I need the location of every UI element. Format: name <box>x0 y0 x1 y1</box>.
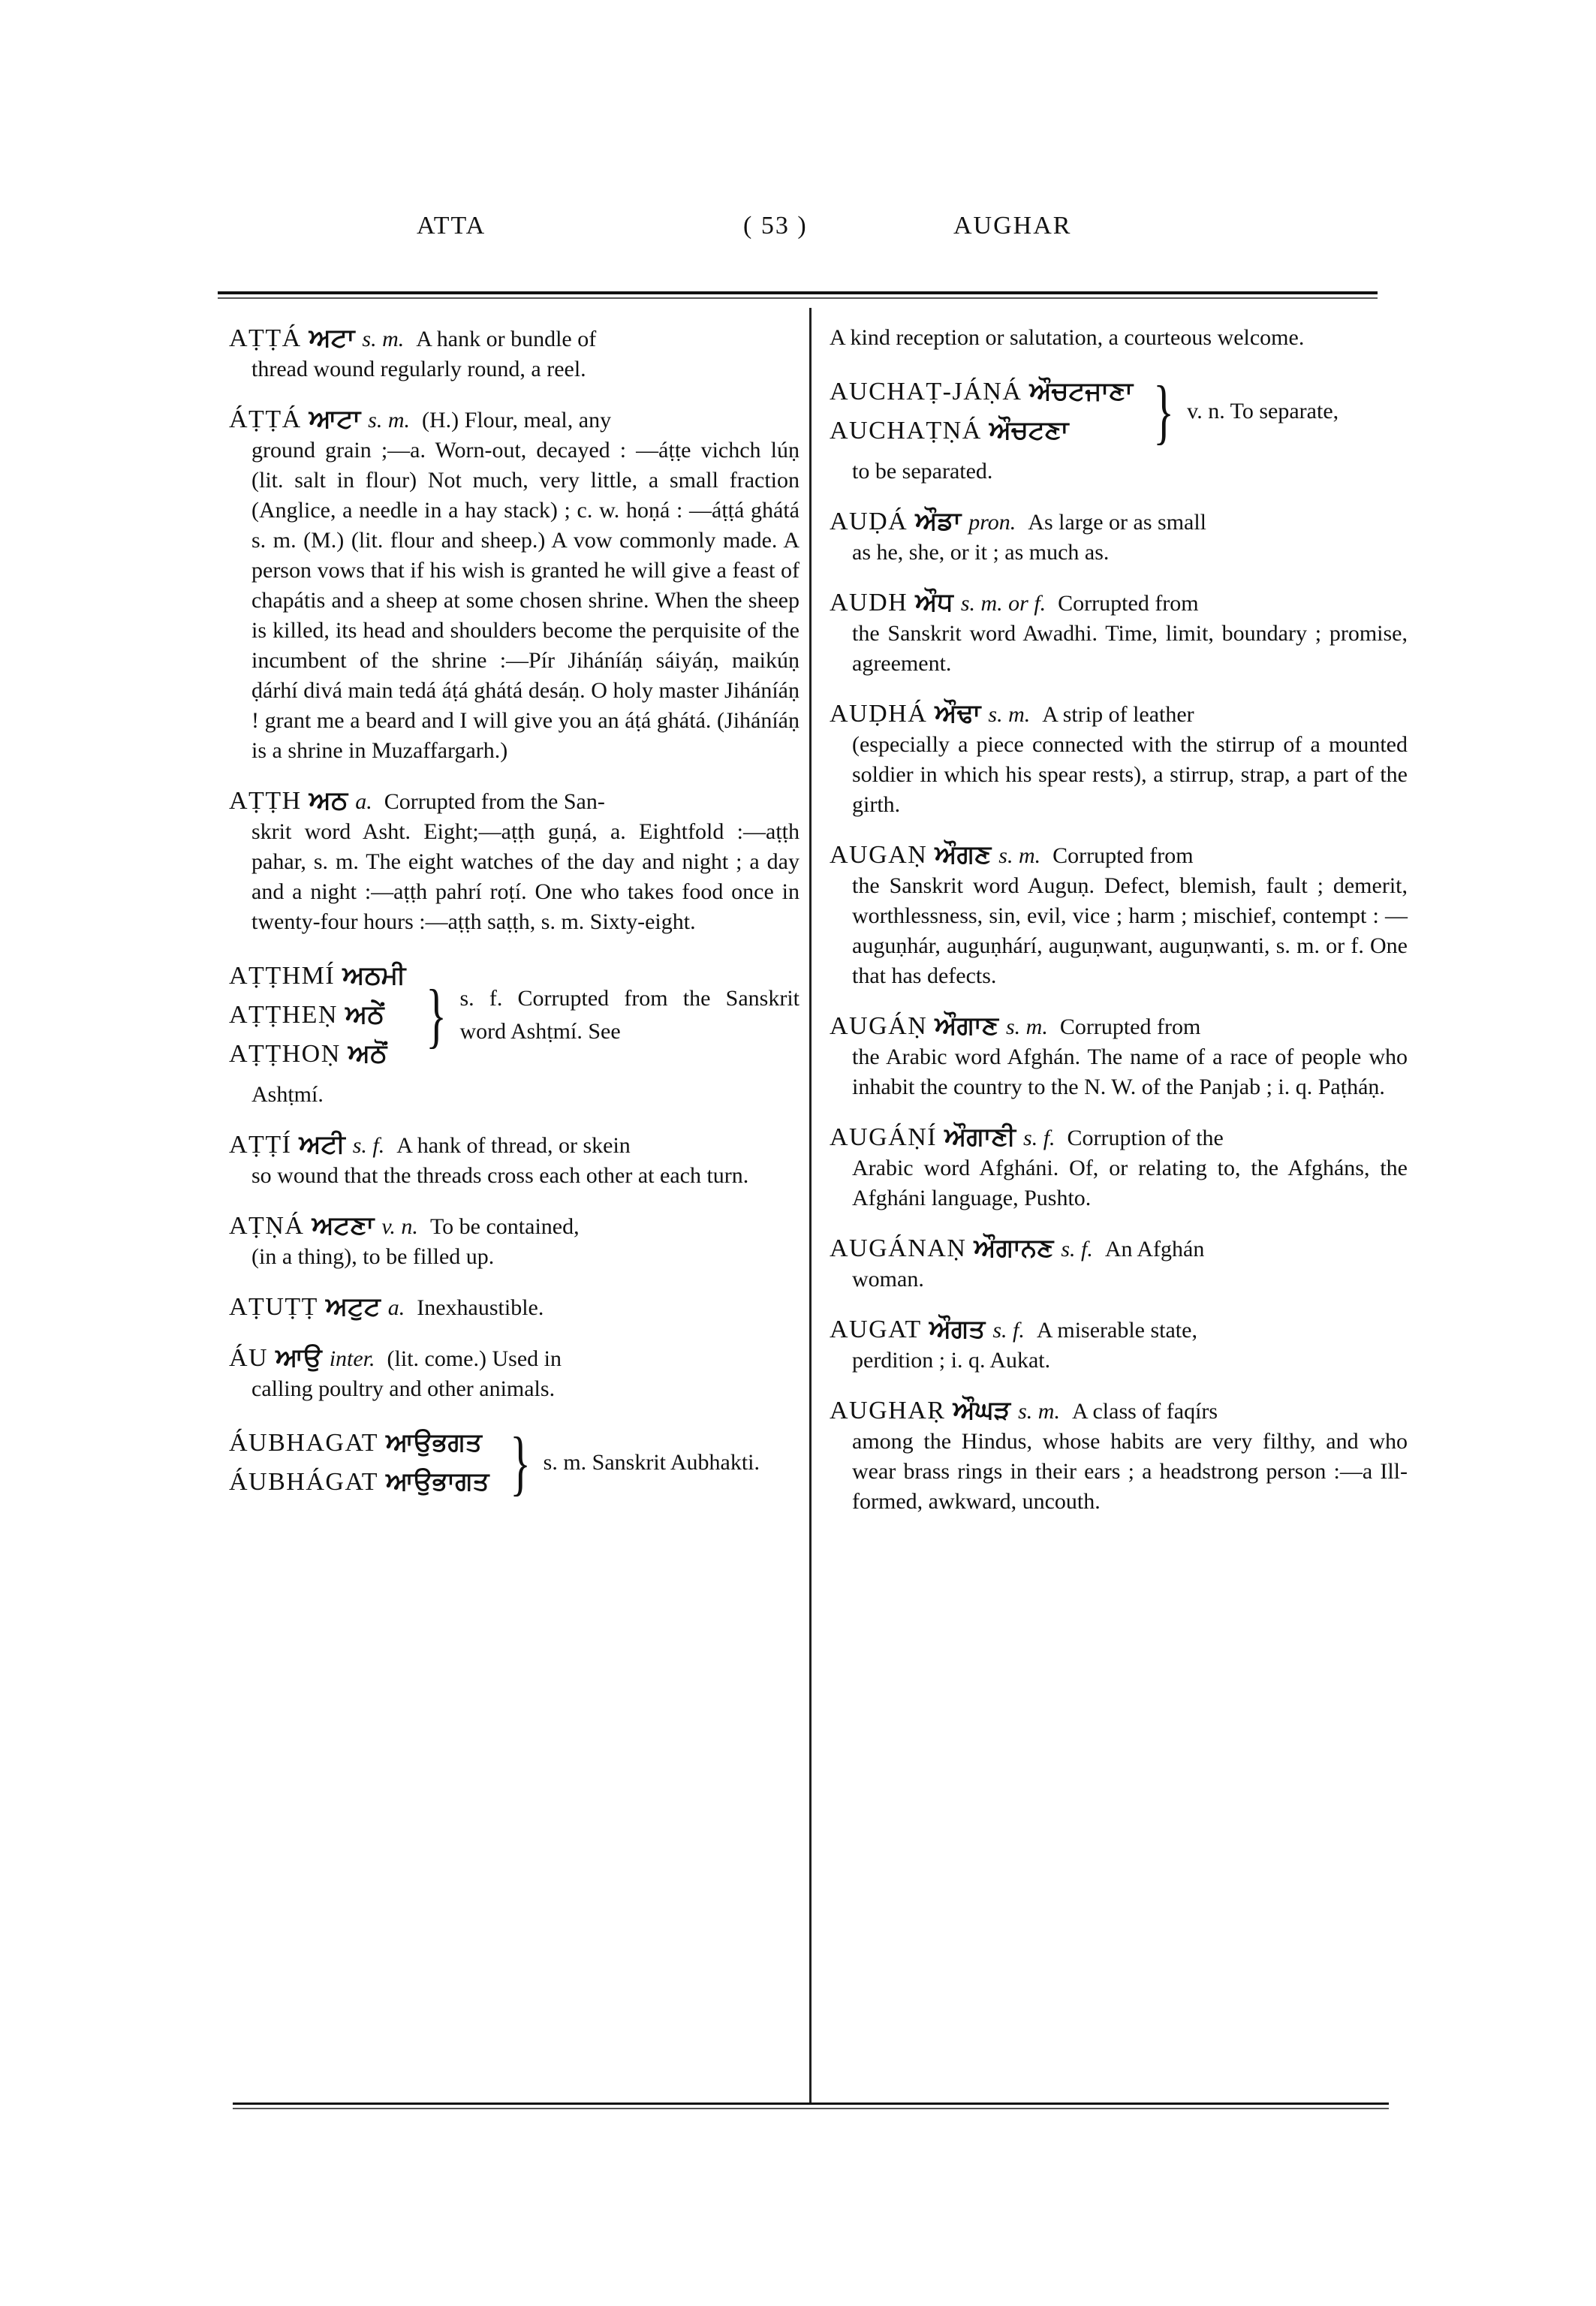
headword: AṬṬHMÍ <box>229 962 336 990</box>
definition-text: so wound that the threads cross each other at each turn. <box>251 1163 749 1188</box>
definition-start: (lit. come.) Used in <box>387 1346 562 1371</box>
headword: AUCHAṬṆÁ <box>830 417 982 445</box>
dictionary-entry <box>229 785 800 937</box>
definition-start: An Afghán <box>1104 1237 1205 1262</box>
grammar-tag: inter. <box>329 1346 375 1371</box>
running-header <box>0 212 1596 249</box>
headword: AUḌÁ <box>830 508 908 535</box>
dictionary-entry <box>229 1129 800 1191</box>
definition-text: (especially a piece connected with the stirrup of a mounted soldier in which his spear rests), a stirrup, strap, a part of the girth. <box>852 732 1408 817</box>
definition-text: woman. <box>852 1267 924 1292</box>
grammar-tag: a. <box>387 1295 405 1320</box>
page-number: ( 53 ) <box>743 212 808 240</box>
column-divider <box>809 308 812 2103</box>
gurmukhi-word: ਔਗਣ <box>935 840 992 870</box>
dictionary-entry <box>830 1395 1408 1517</box>
top-rule <box>218 291 1378 294</box>
definition-text: s. m. Sanskrit Aubhakti. <box>543 1450 760 1475</box>
gurmukhi-word: ਅਟੁਟ <box>325 1292 381 1322</box>
grammar-tag: pron. <box>968 510 1016 535</box>
headword: AṬṬHEṆ <box>229 1001 338 1029</box>
headword: AUGAT <box>830 1316 922 1343</box>
brace: } <box>1153 371 1174 451</box>
dictionary-entry <box>830 587 1408 679</box>
headword: AṬṬÁ <box>229 324 302 352</box>
definition-start: Corrupted from <box>1058 591 1199 616</box>
grammar-tag: s. f. <box>1023 1126 1055 1150</box>
headword: AUGAṆ <box>830 841 928 869</box>
headword: AṬṬH <box>229 787 302 815</box>
grammar-tag: s. m. <box>998 843 1041 868</box>
gurmukhi-word: ਅਟਣਾ <box>312 1210 375 1240</box>
header-left-word: ATTA <box>417 212 486 240</box>
definition-text: among the Hindus, whose habits are very filthy, and who wear brass rings in their ears ; a headstrong person :—a Ill-formed, awkward, uncouth. <box>852 1429 1408 1514</box>
grammar-tag: s. f. <box>992 1318 1025 1343</box>
grammar-tag: s. m. <box>362 327 405 351</box>
definition-text: the Sanskrit word Auguṇ. Defect, blemish, fault ; demerit, worthlessness, sin, evil, vice ; harm ; mischief, contempt : —auguṇhár, auguṇhárí, auguṇwant, auguṇwanti, s. m. or f. One that has defects. <box>852 873 1408 988</box>
definition-start: Corrupted from <box>1059 1014 1201 1039</box>
gurmukhi-word: ਅਠੋਂ <box>348 1038 387 1069</box>
definition-text: the Sanskrit word Awadhi. Time, limit, boundary ; promise, agreement. <box>852 621 1408 676</box>
dictionary-entry <box>830 698 1408 820</box>
definition-text: Arabic word Afgháni. Of, or relating to, the Afgháns, the Afgháni language, Pushto. <box>852 1156 1408 1210</box>
grouped-entry <box>229 957 800 1074</box>
gurmukhi-word: ਅਠਮੀ <box>342 960 406 990</box>
gurmukhi-word: ਔਗਤ <box>929 1314 986 1344</box>
dictionary-entry <box>229 323 800 384</box>
definition-text: thread wound regularly round, a reel. <box>251 357 586 381</box>
gurmukhi-word: ਔਘੜ <box>953 1395 1011 1425</box>
gurmukhi-word: ਔਡਾ <box>915 506 962 536</box>
top-rule-thin <box>218 297 1378 299</box>
grouped-entry <box>229 1424 800 1502</box>
right-column <box>830 323 1408 1536</box>
grammar-tag: s. m. <box>988 702 1031 727</box>
left-column <box>229 323 800 1521</box>
definition-text: v. n. To separate, <box>1187 399 1339 424</box>
headword: AUCHAṬ-JÁṆÁ <box>830 378 1022 405</box>
gurmukhi-word: ਔਚਟਜਾਣਾ <box>1029 376 1134 406</box>
definition-start: Inexhaustible. <box>417 1295 544 1320</box>
definition-text: ground grain ;—a. Worn-out, decayed : —áṭṭe vichch lúṇ (lit. salt in flour) Not much, very little, a small fraction (Anglice, a needle in a hay stack) ; c. w. hoṇá : —áṭṭá ghátá s. m. (M.) (lit. flour and sheep.) A vow commonly made. A person vows that if his wish is granted he will give a feast of chapátis and a sheep at some chosen shrine. When the sheep is killed, its head and shoulders become the perquisite of the incumbent of the shrine :—Pír Jiháníáṇ sáiyáṇ, maikúṇ ḍárhí divá main tedá áṭá ghátá desáṇ. O holy master Jiháníáṇ ! grant me a beard and I will give you an áṭá ghátá. (Jiháníáṇ is a shrine in Muzaffargarh.) <box>251 438 800 763</box>
definition-tail: Ashṭmí. <box>251 1082 324 1107</box>
definition-start: A hank of thread, or skein <box>396 1133 631 1158</box>
headword: AUGÁṆ <box>830 1012 928 1040</box>
gurmukhi-word: ਅਟੀ <box>299 1129 345 1159</box>
definition-start: A hank or bundle of <box>416 327 597 351</box>
grammar-tag: s. f. <box>352 1133 385 1158</box>
dictionary-entry <box>830 506 1408 568</box>
definition-text: s. f. Corrupted from the Sanskrit word Ashṭmí. See <box>459 986 800 1044</box>
headword: AṬṆÁ <box>229 1212 305 1240</box>
definition-start: As large or as small <box>1028 510 1207 535</box>
gurmukhi-word: ਔਧ <box>915 587 953 617</box>
definition-text: perdition ; i. q. Aukat. <box>852 1348 1051 1373</box>
headword: ÁUBHÁGAT <box>229 1468 378 1496</box>
dictionary-entry <box>229 1343 800 1404</box>
dictionary-entry <box>830 1233 1408 1295</box>
headword: AṬUṬṬ <box>229 1293 318 1321</box>
headword: AUGÁNAṆ <box>830 1234 967 1262</box>
definition-text: (in a thing), to be filled up. <box>251 1244 495 1269</box>
definition-text: skrit word Asht. Eight;—aṭṭh guṇá, a. Eightfold :—aṭṭh pahar, s. m. The eight watches of the day and night ; a day and a night :—aṭṭh pahrí roṭí. One who takes food once in twenty-four hours :—aṭṭh saṭṭh, s. m. Sixty-eight. <box>251 819 800 934</box>
headword: AṬṬHOṆ <box>229 1040 341 1068</box>
grouped-entry <box>830 372 1408 451</box>
gurmukhi-word: ਆਉਭਗਤ <box>386 1427 482 1457</box>
dictionary-entry <box>830 1011 1408 1102</box>
gurmukhi-word: ਅਟਾ <box>309 323 355 353</box>
gurmukhi-word: ਔਗਾਣ <box>935 1011 998 1041</box>
definition-start: A miserable state, <box>1036 1318 1197 1343</box>
headword: AUGHAṚ <box>830 1397 946 1424</box>
grammar-tag: s. f. <box>1061 1237 1093 1262</box>
headword: AṬṬÍ <box>229 1131 292 1159</box>
definition-start: A class of faqírs <box>1071 1399 1218 1424</box>
definition-start: Corruption of the <box>1067 1126 1224 1150</box>
gurmukhi-word: ਔਗਾਣੀ <box>944 1122 1016 1152</box>
definition-text: calling poultry and other animals. <box>251 1376 556 1401</box>
brace: } <box>426 975 447 1055</box>
headword: ÁUBHAGAT <box>229 1429 378 1457</box>
brace: } <box>509 1422 531 1503</box>
gurmukhi-word: ਅਠੇਂ <box>345 999 384 1029</box>
gurmukhi-word: ਆਉ <box>276 1343 322 1373</box>
headword: AUGÁṆÍ <box>830 1123 938 1151</box>
grammar-tag: v. n. <box>381 1214 418 1239</box>
definition-start: A strip of leather <box>1042 702 1194 727</box>
headword: AUDH <box>830 589 908 616</box>
definition-start: Corrupted from the San- <box>384 789 605 814</box>
grammar-tag: s. m. or f. <box>960 591 1046 616</box>
gurmukhi-word: ਔਗਾਨਣ <box>974 1233 1054 1263</box>
grammar-tag: s. m. <box>1018 1399 1060 1424</box>
bottom-rule-thin <box>233 2108 1389 2109</box>
definition-text: the Arabic word Afghán. The name of a race of people who inhabit the country to the N. W. of the Panjab ; i. q. Paṭháṇ. <box>852 1044 1408 1099</box>
gurmukhi-word: ਆਉਭਾਗਤ <box>386 1466 489 1497</box>
header-right-word: AUGHAR <box>953 212 1072 240</box>
grammar-tag: a. <box>355 789 372 814</box>
dictionary-entry <box>229 1210 800 1272</box>
gurmukhi-word: ਔਢਾ <box>935 698 981 728</box>
gurmukhi-word: ਅਠ <box>309 785 348 815</box>
headword: ÁṬṬÁ <box>229 405 302 433</box>
dictionary-entry <box>830 1314 1408 1376</box>
dictionary-entry <box>830 840 1408 991</box>
definition-text: as he, she, or it ; as much as. <box>852 540 1110 565</box>
grammar-tag: s. m. <box>368 408 411 433</box>
definition-tail: to be separated. <box>852 459 993 484</box>
definition-start: (H.) Flour, meal, any <box>422 408 612 433</box>
gurmukhi-word: ਔਚਟਣਾ <box>989 415 1069 445</box>
dictionary-entry <box>229 404 800 766</box>
gurmukhi-word: ਆਟਾ <box>309 404 361 434</box>
bottom-rule <box>233 2103 1389 2105</box>
grammar-tag: s. m. <box>1005 1014 1048 1039</box>
headword: ÁU <box>229 1344 269 1372</box>
headword: AUḌHÁ <box>830 700 928 728</box>
dictionary-entry <box>229 1292 800 1323</box>
definition-start: Corrupted from <box>1052 843 1194 868</box>
continued-definition: A kind reception or salutation, a courteous welcome. <box>830 325 1305 350</box>
definition-start: To be contained, <box>429 1214 580 1239</box>
dictionary-entry <box>830 1122 1408 1213</box>
